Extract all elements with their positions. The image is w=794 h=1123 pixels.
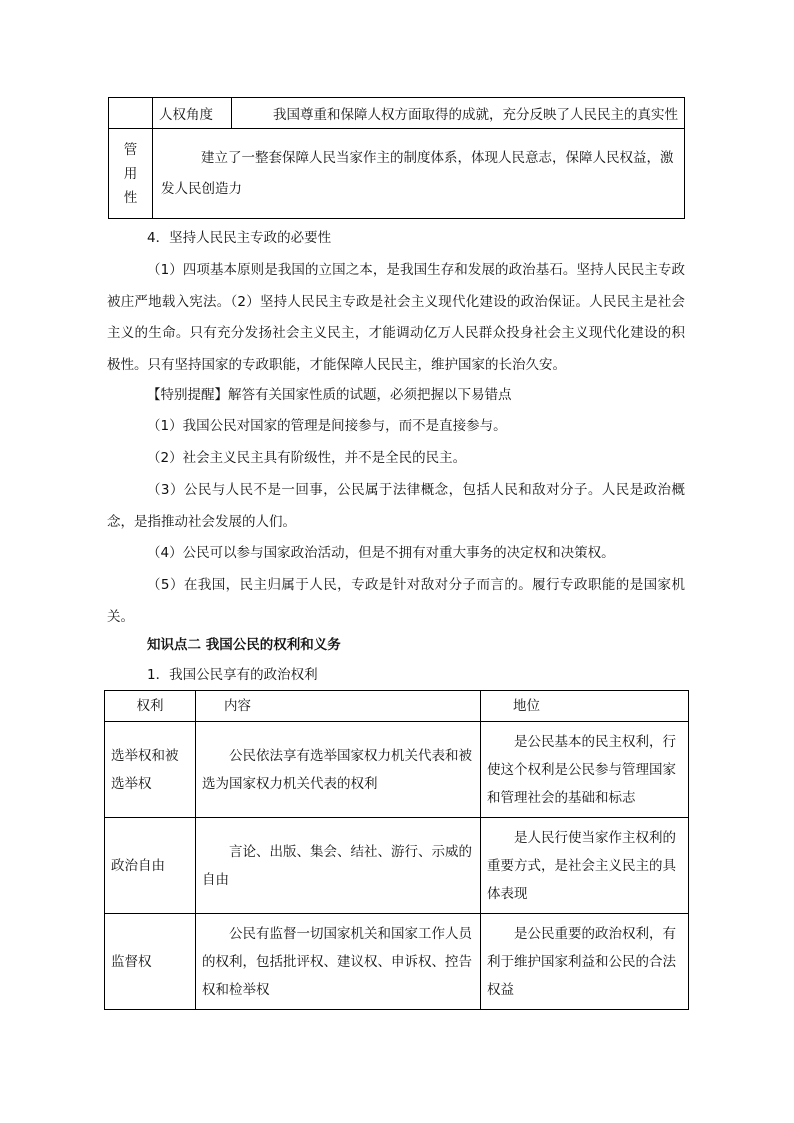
knowledge-heading: 知识点二 我国公民的权利和义务 [147, 637, 341, 653]
table-row [109, 129, 685, 219]
right-name-cell: 选举权和被选举权 [105, 722, 196, 818]
aspect-content-cell: 我国尊重和保障人权方面取得的成就，充分反映了人民民主的真实性 [232, 98, 685, 129]
right-name-cell: 政治自由 [105, 818, 196, 914]
knowledge-subtitle: 1．我国公民享有的政治权利 [147, 667, 318, 683]
merged-content-text: 建立了一整套保障人民当家作主的制度体系，体现人民意志，保障人民权益，激发人民创造力 [161, 149, 674, 197]
tip-item: （5）在我国，民主归属于人民，专政是针对敌对分子而言的。履行专政职能的是国家机关。 [107, 577, 685, 625]
right-content-cell: 言论、出版、集会、结社、游行、示威的自由 [196, 818, 481, 914]
right-content-cell: 公民有监督一切国家机关和国家工作人员的权利，包括批评权、建议权、申诉权、控告权和检举权 [196, 914, 481, 1010]
democracy-features-table [108, 97, 685, 219]
right-status-cell: 是公民基本的民主权利，行使这个权利是公民参与管理国家和管理社会的基础和标志 [481, 722, 689, 818]
tip-item: （3）公民与人民不是一回事，公民属于法律概念，包括人民和敌对分子。人民是政治概念，是指推动社会发展的人们。 [107, 482, 685, 530]
label-char: 用 [123, 165, 138, 182]
section-body: （1）四项基本原则是我国的立国之本，是我国生存和发展的政治基石。坚持人民民主专政被庄严地载入宪法。（2）坚持人民民主专政是社会主义现代化建设的政治保证。人民民主是社会主义的生命。只有充分发扬社会主义民主，才能调动亿万人民群众投身社会主义现代化建设的积极性。只有坚持国家的专政职能，才能保障人民民主，维护国家的长治久安。 [107, 262, 685, 373]
table-row [105, 818, 689, 914]
label-char: 管 [123, 141, 138, 158]
header-status: 地位 [481, 691, 689, 722]
right-content-cell: 公民依法享有选举国家权力机关代表和被选为国家权力机关代表的权利 [196, 722, 481, 818]
label-char: 性 [123, 189, 138, 206]
table-header-row [105, 691, 689, 722]
empty-cell [109, 98, 153, 129]
tip-item: （1）我国公民对国家的管理是间接参与，而不是直接参与。 [147, 418, 507, 434]
tip-title: 【特别提醒】解答有关国家性质的试题，必须把握以下易错点 [147, 387, 512, 403]
merged-content-cell [153, 129, 685, 219]
right-status-cell: 是人民行使当家作主权利的重要方式，是社会主义民主的具体表现 [481, 818, 689, 914]
table-row [105, 914, 689, 1010]
header-right: 权利 [105, 691, 196, 722]
right-name-cell: 监督权 [105, 914, 196, 1010]
section-title: 4．坚持人民民主专政的必要性 [147, 230, 332, 246]
tip-item: （2）社会主义民主具有阶级性，并不是全民的民主。 [147, 450, 467, 466]
table-row [109, 98, 685, 129]
political-rights-table [104, 690, 689, 1010]
header-content: 内容 [196, 691, 481, 722]
aspect-cell: 人权角度 [153, 98, 232, 129]
label-cell [109, 129, 153, 219]
right-status-cell: 是公民重要的政治权利，有利于维护国家利益和公民的合法权益 [481, 914, 689, 1010]
tip-item: （4）公民可以参与国家政治活动，但是不拥有对重大事务的决定权和决策权。 [147, 545, 615, 561]
table-row [105, 722, 689, 818]
